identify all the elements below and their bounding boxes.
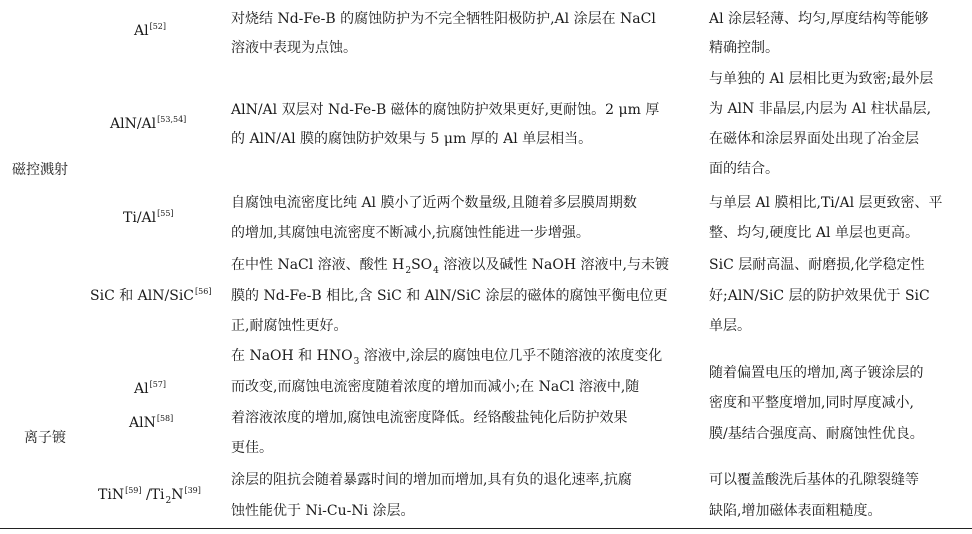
material-cell: AlN/Al[53,54] [110, 115, 187, 132]
material-cell: Ti/Al[55] [123, 209, 174, 226]
effect-line: 涂层的阻抗会随着暴露时间的增加而增加,具有负的退化速率,抗腐 [231, 472, 632, 488]
feature-line: 随着偏置电压的增加,离子镀涂层的 [709, 365, 924, 381]
feature-line: 为 AlN 非晶层,内层为 Al 柱状晶层, [709, 101, 932, 117]
material-cell: Al[52] [134, 22, 167, 39]
material-cell: SiC 和 AlN/SiC[56] [90, 287, 212, 304]
group-label-magnetron: 磁控溅射 [12, 162, 68, 178]
feature-line: 单层。 [709, 318, 751, 334]
feature-line: 可以覆盖酸洗后基体的孔隙裂缝等 [709, 472, 919, 488]
effect-line: 而改变,而腐蚀电流密度随着浓度的增加而减小;在 NaCl 溶液中,随 [231, 379, 640, 395]
feature-line: SiC 层耐高温、耐磨损,化学稳定性 [709, 257, 925, 273]
material-cell: TiN[59] $/Ti_2N[39]$ [98, 486, 201, 506]
effect-line: 的增加,其腐蚀电流密度不断减小,抗腐蚀性能进一步增强。 [231, 225, 590, 241]
material-cell: AlN[58] [129, 414, 174, 431]
effect-line: 自腐蚀电流密度比纯 Al 膜小了近两个数量级,且随着多层膜周期数 [231, 195, 637, 211]
material-cell: Al[57] [134, 380, 167, 397]
effect-line: 溶液中表现为点蚀。 [231, 40, 357, 56]
feature-line: 精确控制。 [709, 40, 779, 56]
effect-line: 对烧结 Nd-Fe-B 的腐蚀防护为不完全牺牲阳极防护,Al 涂层在 NaCl [231, 11, 656, 27]
feature-line: 缺陷,增加磁体表面粗糙度。 [709, 503, 882, 519]
feature-line: 与单独的 Al 层相比更为致密;最外层 [709, 71, 934, 87]
feature-line: 膜/基结合强度高、耐腐蚀性优良。 [709, 426, 924, 442]
effect-line: 正,耐腐蚀性更好。 [231, 318, 348, 334]
feature-line: 与单层 Al 膜相比,Ti/Al 层更致密、平 [709, 195, 943, 211]
feature-line: Al 涂层轻薄、均匀,厚度结构等能够 [709, 11, 929, 27]
effect-line: 在中性 NaCl 溶液、酸性 $H_2SO_4$ 溶液以及碱性 NaOH 溶液中,与未镀 [231, 257, 669, 276]
feature-line: 在磁体和涂层界面处出现了冶金层 [709, 131, 919, 147]
feature-line: 好;AlN/SiC 层的防护效果优于 SiC [709, 288, 930, 304]
effect-line: 的 AlN/Al 膜的腐蚀防护效果与 5 μm 厚的 Al 单层相当。 [231, 131, 593, 147]
effect-line: AlN/Al 双层对 Nd-Fe-B 磁体的腐蚀防护效果更好,更耐蚀。2 μm 厚 [231, 102, 660, 118]
group-label-ion-plating: 离子镀 [24, 430, 66, 446]
feature-line: 密度和平整度增加,同时厚度减小, [709, 395, 914, 411]
feature-line: 面的结合。 [709, 161, 779, 177]
feature-line: 整、均匀,硬度比 Al 单层也更高。 [709, 225, 919, 241]
table-bottom-rule [0, 528, 972, 529]
effect-line: 蚀性能优于 Ni-Cu-Ni 涂层。 [231, 503, 415, 519]
effect-line: 膜的 Nd-Fe-B 相比,含 SiC 和 AlN/SiC 涂层的磁体的腐蚀平衡电位更 [231, 288, 668, 304]
effect-line: 更佳。 [231, 440, 273, 456]
effect-line: 在 NaOH 和 $HNO_3$ 溶液中,涂层的腐蚀电位几乎不随溶液的浓度变化 [231, 348, 663, 367]
effect-line: 着溶液浓度的增加,腐蚀电流密度降低。经铬酸盐钝化后防护效果 [231, 410, 628, 426]
